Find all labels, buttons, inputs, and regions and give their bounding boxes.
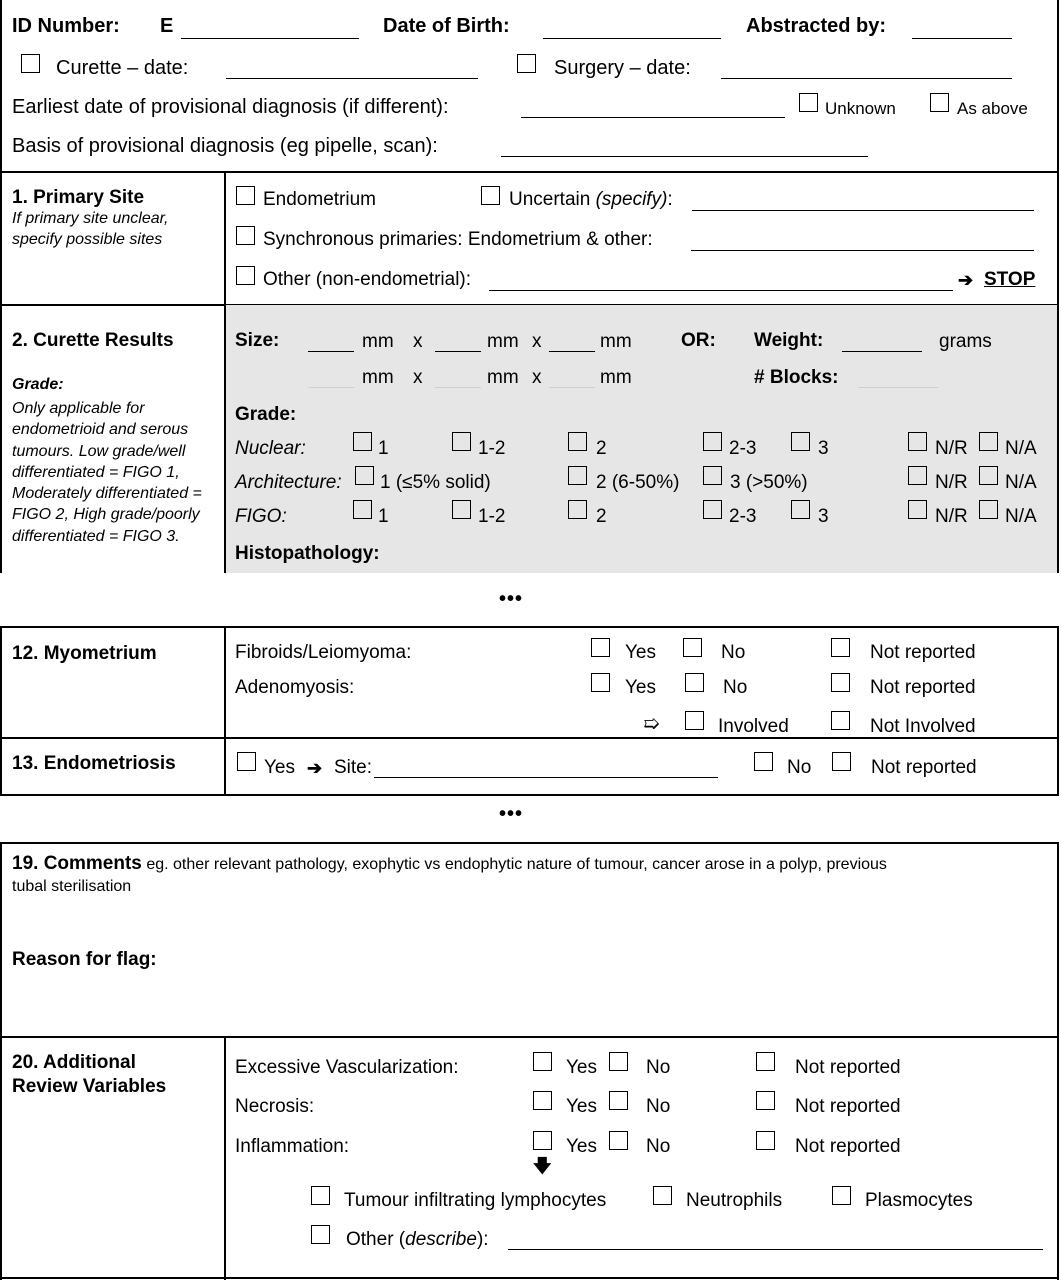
architecture-1-label: 1 (≤5% solid) xyxy=(380,472,491,493)
times-sign: x xyxy=(413,331,423,352)
nuclear-2-3-label: 2-3 xyxy=(729,438,757,459)
basis-field[interactable] xyxy=(501,156,868,157)
not-involved-label: Not Involved xyxy=(870,716,976,737)
figo-nr-label: N/R xyxy=(935,506,968,527)
stop-label: STOP xyxy=(984,269,1036,290)
inflammation-no-checkbox[interactable] xyxy=(609,1131,628,1150)
myometrium-title: 12. Myometrium xyxy=(12,643,157,664)
abstracted-by-field[interactable] xyxy=(912,38,1012,39)
id-number-field[interactable] xyxy=(181,38,359,39)
surgery-date-label: Surgery – date: xyxy=(554,57,691,79)
vascularization-no-checkbox[interactable] xyxy=(609,1052,628,1071)
as-above-label: As above xyxy=(957,99,1028,118)
architecture-na-label: N/A xyxy=(1005,472,1037,493)
nuclear-2-3-checkbox[interactable] xyxy=(703,432,722,451)
other-cells-checkbox[interactable] xyxy=(311,1225,330,1244)
inflammation-label: Inflammation: xyxy=(235,1136,350,1157)
endometriosis-not-reported-checkbox[interactable] xyxy=(832,752,851,771)
figo-na-label: N/A xyxy=(1005,506,1037,527)
architecture-na-checkbox[interactable] xyxy=(979,466,998,485)
adenomyosis-yes-label: Yes xyxy=(625,677,656,698)
nuclear-na-label: N/A xyxy=(1005,438,1037,459)
architecture-2-checkbox[interactable] xyxy=(568,466,587,485)
inflammation-no-label: No xyxy=(646,1136,671,1157)
figo-na-checkbox[interactable] xyxy=(979,500,998,519)
adenomyosis-not-reported-label: Not reported xyxy=(870,677,976,698)
involved-label: Involved xyxy=(718,716,789,737)
other-cells-label: Other (describe): xyxy=(346,1229,489,1250)
endometriosis-site-field[interactable] xyxy=(374,777,718,778)
nuclear-3-checkbox[interactable] xyxy=(791,432,810,451)
endometrium-label: Endometrium xyxy=(263,189,376,210)
not-involved-checkbox[interactable] xyxy=(831,711,850,730)
vascularization-no-label: No xyxy=(646,1057,671,1078)
necrosis-no-label: No xyxy=(646,1096,671,1117)
nuclear-nr-checkbox[interactable] xyxy=(908,432,927,451)
other-site-checkbox[interactable] xyxy=(236,266,255,285)
grade-label: Grade: xyxy=(235,404,297,425)
id-number-label: ID Number: xyxy=(12,15,120,37)
size-field-3[interactable] xyxy=(549,351,595,352)
adenomyosis-no-label: No xyxy=(723,677,748,698)
size-field-1[interactable] xyxy=(308,351,354,352)
adenomyosis-not-reported-checkbox[interactable] xyxy=(831,673,850,692)
inflammation-yes-label: Yes xyxy=(566,1136,597,1157)
grams-unit: grams xyxy=(939,331,992,352)
figo-2-label: 2 xyxy=(596,506,607,527)
til-label: Tumour infiltrating lymphocytes xyxy=(344,1190,607,1211)
plasmocytes-checkbox[interactable] xyxy=(832,1186,851,1205)
figo-1-checkbox[interactable] xyxy=(353,500,372,519)
vascularization-label: Excessive Vascularization: xyxy=(235,1057,459,1078)
necrosis-yes-label: Yes xyxy=(566,1096,597,1117)
section-gap-ellipsis: ••• xyxy=(499,588,524,610)
size-field-6[interactable] xyxy=(549,387,595,388)
comments-description: eg. other relevant pathology, exophytic vs endophytic nature of tumour, cancer arose in a polyp, previous xyxy=(146,856,887,873)
figo-2-3-checkbox[interactable] xyxy=(703,500,722,519)
architecture-3-label: 3 (>50%) xyxy=(730,472,808,493)
nuclear-na-checkbox[interactable] xyxy=(979,432,998,451)
additional-title-cont: Review Variables xyxy=(12,1076,167,1097)
curette-checkbox[interactable] xyxy=(21,54,40,73)
arrow-down-icon: 🡇 xyxy=(533,1156,552,1176)
vascularization-not-reported-checkbox[interactable] xyxy=(756,1052,775,1071)
inflammation-yes-checkbox[interactable] xyxy=(533,1131,552,1150)
figo-2-checkbox[interactable] xyxy=(568,500,587,519)
weight-label: Weight: xyxy=(754,330,824,351)
curette-date-label: Curette – date: xyxy=(56,57,189,79)
comments-title: 19. Comments xyxy=(12,853,142,874)
neutrophils-checkbox[interactable] xyxy=(653,1186,672,1205)
site-label: Site: xyxy=(334,757,373,778)
necrosis-not-reported-checkbox[interactable] xyxy=(756,1091,775,1110)
comments-description-cont: tubal sterilisation xyxy=(12,878,132,895)
fibroids-not-reported-checkbox[interactable] xyxy=(831,638,850,657)
earliest-date-field[interactable] xyxy=(521,117,785,118)
reason-for-flag-field[interactable] xyxy=(12,975,1042,1030)
nuclear-3-label: 3 xyxy=(818,438,829,459)
fibroids-no-label: No xyxy=(721,642,746,663)
nuclear-2-label: 2 xyxy=(596,438,607,459)
or-label: OR: xyxy=(681,330,716,351)
figo-1-label: 1 xyxy=(378,506,389,527)
architecture-nr-label: N/R xyxy=(935,472,968,493)
fibroids-label: Fibroids/Leiomyoma: xyxy=(235,642,412,663)
additional-title: 20. Additional xyxy=(12,1052,136,1073)
other-site-label: Other (non-endometrial): xyxy=(263,269,472,290)
architecture-label: Architecture: xyxy=(235,472,342,493)
architecture-3-checkbox[interactable] xyxy=(703,466,722,485)
vascularization-yes-checkbox[interactable] xyxy=(533,1052,552,1071)
endometriosis-not-reported-label: Not reported xyxy=(871,757,977,778)
arrow-icon: ➔ xyxy=(307,758,323,778)
weight-field[interactable] xyxy=(842,351,922,352)
mm-unit: mm xyxy=(362,331,394,352)
size-field-5[interactable] xyxy=(435,387,481,388)
endometriosis-no-label: No xyxy=(787,757,812,778)
arrow-icon: ➔ xyxy=(958,270,974,290)
architecture-nr-checkbox[interactable] xyxy=(908,466,927,485)
nuclear-1-label: 1 xyxy=(378,438,389,459)
nuclear-1-2-checkbox[interactable] xyxy=(452,432,471,451)
comments-field[interactable] xyxy=(12,890,1042,930)
times-sign: x xyxy=(413,367,423,388)
dob-field[interactable] xyxy=(543,38,721,39)
neutrophils-label: Neutrophils xyxy=(686,1190,783,1211)
figo-1-2-label: 1-2 xyxy=(478,506,506,527)
fibroids-yes-checkbox[interactable] xyxy=(591,638,610,657)
synchronous-field[interactable] xyxy=(691,250,1034,251)
endometriosis-no-checkbox[interactable] xyxy=(754,752,773,771)
nuclear-nr-label: N/R xyxy=(935,438,968,459)
mm-unit: mm xyxy=(600,367,632,388)
unknown-checkbox[interactable] xyxy=(799,93,818,112)
necrosis-no-checkbox[interactable] xyxy=(609,1091,628,1110)
figo-2-3-label: 2-3 xyxy=(729,506,757,527)
fibroids-not-reported-label: Not reported xyxy=(870,642,976,663)
surgery-date-field[interactable] xyxy=(721,78,1012,79)
earliest-date-label: Earliest date of provisional diagnosis (if different): xyxy=(12,96,449,118)
times-sign: x xyxy=(532,331,542,352)
adenomyosis-yes-checkbox[interactable] xyxy=(591,673,610,692)
unknown-label: Unknown xyxy=(825,99,896,118)
fibroids-no-checkbox[interactable] xyxy=(683,638,702,657)
necrosis-not-reported-label: Not reported xyxy=(795,1096,901,1117)
primary-site-note: If primary site unclear, specify possible sites xyxy=(12,210,169,249)
curette-results-title: 2. Curette Results xyxy=(12,330,174,351)
nuclear-1-checkbox[interactable] xyxy=(353,432,372,451)
times-sign: x xyxy=(532,367,542,388)
blocks-label: # Blocks: xyxy=(754,367,839,388)
architecture-1-checkbox[interactable] xyxy=(355,466,374,485)
histopathology-label: Histopathology: xyxy=(235,543,380,564)
figo-3-label: 3 xyxy=(818,506,829,527)
necrosis-yes-checkbox[interactable] xyxy=(533,1091,552,1110)
plasmocytes-label: Plasmocytes xyxy=(865,1190,973,1211)
uncertain-field[interactable] xyxy=(692,210,1034,211)
endometrium-checkbox[interactable] xyxy=(236,186,255,205)
endometriosis-title: 13. Endometriosis xyxy=(12,753,176,774)
arrow-down-right-icon: ➯ xyxy=(643,713,660,735)
as-above-checkbox[interactable] xyxy=(930,93,949,112)
figo-1-2-checkbox[interactable] xyxy=(452,500,471,519)
adenomyosis-no-checkbox[interactable] xyxy=(685,673,704,692)
figo-label: FIGO: xyxy=(235,506,287,527)
grade-note: Only applicable for endometrioid and serous tumours. Low grade/well differentiated = FIGO 1, Moderately differentiated = FIGO 2, High grade/poorly differentiated = FIGO 3. xyxy=(12,400,202,545)
inflammation-not-reported-checkbox[interactable] xyxy=(756,1131,775,1150)
necrosis-label: Necrosis: xyxy=(235,1096,315,1117)
abstracted-by-label: Abstracted by: xyxy=(746,15,887,37)
basis-label: Basis of provisional diagnosis (eg pipelle, scan): xyxy=(12,135,438,157)
architecture-2-label: 2 (6-50%) xyxy=(596,472,680,493)
nuclear-1-2-label: 1-2 xyxy=(478,438,506,459)
nuclear-2-checkbox[interactable] xyxy=(568,432,587,451)
involved-checkbox[interactable] xyxy=(685,711,704,730)
dob-label: Date of Birth: xyxy=(383,15,510,37)
synchronous-label: Synchronous primaries: Endometrium & other: xyxy=(263,229,653,250)
curette-date-field[interactable] xyxy=(226,78,478,79)
fibroids-yes-label: Yes xyxy=(625,642,656,663)
size-field-2[interactable] xyxy=(435,351,481,352)
figo-3-checkbox[interactable] xyxy=(791,500,810,519)
uncertain-label: Uncertain (specify): xyxy=(509,189,673,210)
mm-unit: mm xyxy=(487,331,519,352)
endometriosis-yes-checkbox[interactable] xyxy=(237,752,256,771)
surgery-checkbox[interactable] xyxy=(517,54,536,73)
size-label: Size: xyxy=(235,330,280,351)
til-checkbox[interactable] xyxy=(311,1186,330,1205)
synchronous-checkbox[interactable] xyxy=(236,226,255,245)
other-site-field[interactable] xyxy=(489,290,953,291)
vascularization-not-reported-label: Not reported xyxy=(795,1057,901,1078)
id-prefix: E xyxy=(160,15,174,37)
mm-unit: mm xyxy=(600,331,632,352)
uncertain-checkbox[interactable] xyxy=(481,186,500,205)
nuclear-label: Nuclear: xyxy=(235,438,306,459)
adenomyosis-label: Adenomyosis: xyxy=(235,677,355,698)
size-field-4[interactable] xyxy=(308,387,354,388)
section-gap-ellipsis: ••• xyxy=(499,803,524,825)
mm-unit: mm xyxy=(487,367,519,388)
primary-site-title: 1. Primary Site xyxy=(12,187,145,208)
grade-heading: Grade: xyxy=(12,376,64,393)
inflammation-not-reported-label: Not reported xyxy=(795,1136,901,1157)
reason-for-flag-label: Reason for flag: xyxy=(12,949,157,970)
blocks-field[interactable] xyxy=(858,387,938,388)
other-cells-field[interactable] xyxy=(508,1249,1043,1250)
endometriosis-yes-label: Yes xyxy=(264,757,295,778)
figo-nr-checkbox[interactable] xyxy=(908,500,927,519)
vascularization-yes-label: Yes xyxy=(566,1057,597,1078)
mm-unit: mm xyxy=(362,367,394,388)
